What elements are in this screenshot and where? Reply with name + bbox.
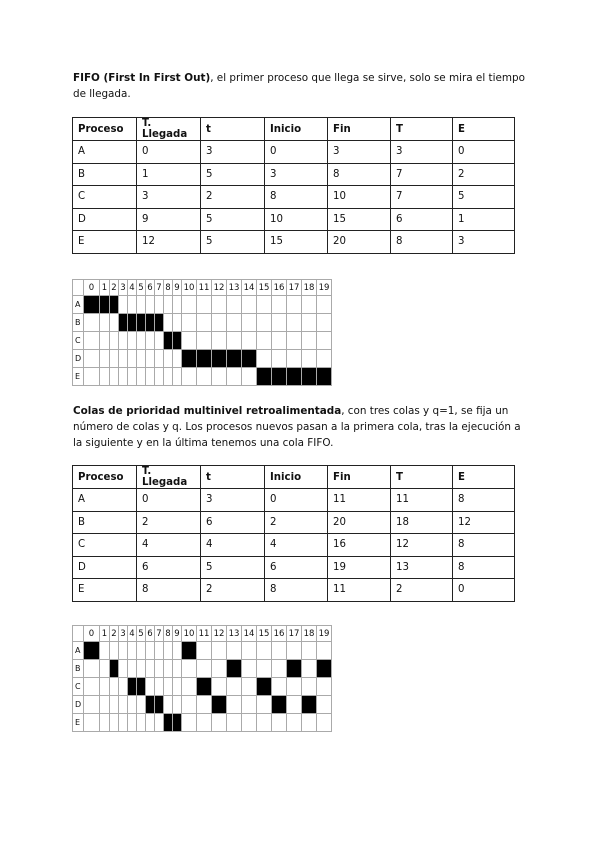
column-header: T xyxy=(391,118,453,141)
gantt-process-label: A xyxy=(72,641,84,660)
table-row xyxy=(73,208,515,231)
gantt-cell xyxy=(271,713,287,732)
table-cell: 8 xyxy=(453,556,515,579)
gantt-time-tick: 16 xyxy=(271,279,287,296)
gantt-cell xyxy=(271,349,287,368)
gantt-cell xyxy=(241,677,257,696)
gantt-cell xyxy=(301,659,317,678)
column-header: Fin xyxy=(328,466,391,489)
gantt-cell xyxy=(211,295,227,314)
table-row xyxy=(73,186,515,209)
table-cell: 7 xyxy=(391,163,453,186)
gantt-cell xyxy=(83,677,100,696)
table-cell: 3 xyxy=(265,163,328,186)
column-header: T. Llegada xyxy=(137,118,201,141)
gantt-cell-active xyxy=(316,659,332,678)
gantt-cell xyxy=(241,695,257,714)
table-cell: 10 xyxy=(328,186,391,209)
table-cell: 12 xyxy=(453,511,515,534)
table-cell: 8 xyxy=(391,231,453,254)
fifo-gantt-chart xyxy=(72,279,332,386)
table-cell: 6 xyxy=(137,556,201,579)
gantt-time-tick: 10 xyxy=(181,625,197,642)
gantt-time-axis xyxy=(72,625,332,642)
gantt-cell xyxy=(226,713,242,732)
gantt-time-tick: 17 xyxy=(286,625,302,642)
gantt-cell xyxy=(256,659,272,678)
gantt-time-tick: 3 xyxy=(118,625,128,642)
table-row xyxy=(73,163,515,186)
gantt-cell xyxy=(316,641,332,660)
table-row xyxy=(73,231,515,254)
gantt-process-row xyxy=(72,696,332,714)
gantt-cell xyxy=(286,641,302,660)
table-cell: 9 xyxy=(137,208,201,231)
gantt-cell xyxy=(211,367,227,386)
gantt-cell xyxy=(83,313,100,332)
table-row xyxy=(73,511,515,534)
gantt-cell xyxy=(286,677,302,696)
gantt-cell xyxy=(181,367,197,386)
table-cell: 13 xyxy=(391,556,453,579)
table-cell: 18 xyxy=(391,511,453,534)
gantt-cell xyxy=(83,695,100,714)
gantt-cell xyxy=(241,659,257,678)
gantt-cell-active xyxy=(196,677,212,696)
table-row xyxy=(73,489,515,512)
fifo-title: FIFO (First In First Out) xyxy=(73,72,211,84)
table-cell: 0 xyxy=(137,489,201,512)
gantt-cell xyxy=(316,677,332,696)
gantt-cell xyxy=(241,713,257,732)
table-cell: 1 xyxy=(137,163,201,186)
table-header-row xyxy=(73,466,515,489)
table-cell: 2 xyxy=(391,579,453,602)
table-cell: 2 xyxy=(453,163,515,186)
table-cell: 3 xyxy=(137,186,201,209)
gantt-cell xyxy=(301,295,317,314)
gantt-time-tick: 14 xyxy=(241,279,257,296)
gantt-cell xyxy=(83,713,100,732)
table-cell: 11 xyxy=(391,489,453,512)
gantt-time-tick: 17 xyxy=(286,279,302,296)
gantt-process-label: E xyxy=(72,713,84,732)
gantt-time-tick: 7 xyxy=(154,279,164,296)
table-cell: B xyxy=(73,163,137,186)
table-cell: 6 xyxy=(391,208,453,231)
gantt-cell xyxy=(316,295,332,314)
gantt-cell-active xyxy=(256,677,272,696)
table-row xyxy=(73,556,515,579)
gantt-cell xyxy=(256,313,272,332)
gantt-time-tick: 4 xyxy=(127,625,137,642)
gantt-cell-active xyxy=(181,641,197,660)
gantt-time-axis xyxy=(72,279,332,296)
gantt-time-tick: 11 xyxy=(196,279,212,296)
gantt-cell xyxy=(226,313,242,332)
gantt-cell-active xyxy=(286,659,302,678)
gantt-cell xyxy=(226,695,242,714)
gantt-process-row xyxy=(72,314,332,332)
gantt-time-tick: 19 xyxy=(316,279,332,296)
gantt-cell xyxy=(211,331,227,350)
gantt-process-row xyxy=(72,678,332,696)
gantt-cell xyxy=(181,295,197,314)
gantt-process-label: D xyxy=(72,349,84,368)
table-cell: 0 xyxy=(453,141,515,164)
table-cell: 2 xyxy=(265,511,328,534)
gantt-cell xyxy=(301,641,317,660)
gantt-time-tick: 13 xyxy=(226,279,242,296)
table-cell: 2 xyxy=(137,511,201,534)
column-header: T. Llegada xyxy=(137,466,201,489)
table-row xyxy=(73,579,515,602)
gantt-cell xyxy=(83,349,100,368)
gantt-cell-active xyxy=(211,695,227,714)
gantt-cell xyxy=(316,331,332,350)
table-cell: 0 xyxy=(265,141,328,164)
gantt-cell xyxy=(196,659,212,678)
gantt-cell xyxy=(196,713,212,732)
gantt-cell xyxy=(211,659,227,678)
table-cell: 8 xyxy=(137,579,201,602)
multilevel-description xyxy=(73,403,528,451)
gantt-process-label: C xyxy=(72,331,84,350)
gantt-cell-active xyxy=(271,367,287,386)
multilevel-title: Colas de prioridad multinivel retroalimentada xyxy=(73,405,342,417)
gantt-cell xyxy=(271,659,287,678)
gantt-cell xyxy=(241,367,257,386)
table-cell: 8 xyxy=(453,489,515,512)
column-header: t xyxy=(201,466,265,489)
gantt-cell xyxy=(271,331,287,350)
gantt-time-tick: 8 xyxy=(163,625,173,642)
table-cell: D xyxy=(73,556,137,579)
table-cell: 2 xyxy=(201,186,265,209)
gantt-time-tick: 11 xyxy=(196,625,212,642)
fifo-desc-text: , el primer proceso que llega se sirve, solo se mira el tiempo de llegada. xyxy=(73,72,525,100)
table-cell: 11 xyxy=(328,489,391,512)
gantt-cell xyxy=(316,313,332,332)
table-cell: 0 xyxy=(453,579,515,602)
gantt-time-tick: 18 xyxy=(301,279,317,296)
gantt-cell-active xyxy=(316,367,332,386)
gantt-time-tick: 0 xyxy=(83,279,100,296)
table-cell: 8 xyxy=(265,579,328,602)
fifo-description xyxy=(73,70,528,102)
gantt-cell xyxy=(211,641,227,660)
column-header: E xyxy=(453,118,515,141)
gantt-time-tick: 2 xyxy=(109,625,119,642)
gantt-time-tick: 9 xyxy=(172,625,182,642)
table-cell: 1 xyxy=(453,208,515,231)
gantt-time-tick: 1 xyxy=(99,625,110,642)
table-cell: E xyxy=(73,579,137,602)
gantt-process-row xyxy=(72,714,332,732)
gantt-process-label: D xyxy=(72,695,84,714)
gantt-cell xyxy=(196,313,212,332)
table-cell: 6 xyxy=(201,511,265,534)
gantt-cell xyxy=(196,367,212,386)
multilevel-gantt-chart xyxy=(72,625,332,732)
gantt-cell xyxy=(316,713,332,732)
gantt-time-tick: 0 xyxy=(83,625,100,642)
gantt-time-tick: 9 xyxy=(172,279,182,296)
gantt-cell xyxy=(271,677,287,696)
gantt-cell xyxy=(83,367,100,386)
gantt-time-tick: 15 xyxy=(256,279,272,296)
table-row xyxy=(73,141,515,164)
gantt-cell-active xyxy=(226,349,242,368)
column-header: Proceso xyxy=(73,118,137,141)
gantt-process-label: A xyxy=(72,295,84,314)
gantt-cell xyxy=(286,295,302,314)
gantt-time-tick: 13 xyxy=(226,625,242,642)
gantt-cell xyxy=(286,713,302,732)
gantt-cell-active xyxy=(286,367,302,386)
gantt-cell xyxy=(226,331,242,350)
fifo-table xyxy=(72,117,515,254)
gantt-cell xyxy=(181,659,197,678)
gantt-cell xyxy=(211,713,227,732)
table-cell: 5 xyxy=(201,556,265,579)
gantt-cell xyxy=(301,713,317,732)
gantt-cell xyxy=(271,641,287,660)
gantt-cell xyxy=(301,331,317,350)
table-cell: 4 xyxy=(201,534,265,557)
table-cell: C xyxy=(73,186,137,209)
gantt-time-tick: 12 xyxy=(211,279,227,296)
gantt-time-tick: 14 xyxy=(241,625,257,642)
gantt-cell xyxy=(286,349,302,368)
column-header: T xyxy=(391,466,453,489)
table-cell: 8 xyxy=(328,163,391,186)
gantt-cell xyxy=(301,313,317,332)
gantt-cell xyxy=(256,331,272,350)
column-header: E xyxy=(453,466,515,489)
gantt-cell xyxy=(241,295,257,314)
gantt-cell xyxy=(211,677,227,696)
gantt-cell xyxy=(83,331,100,350)
gantt-cell xyxy=(256,349,272,368)
table-cell: 11 xyxy=(328,579,391,602)
gantt-time-tick: 12 xyxy=(211,625,227,642)
column-header: Inicio xyxy=(265,466,328,489)
gantt-cell xyxy=(181,695,197,714)
gantt-cell xyxy=(226,677,242,696)
gantt-cell xyxy=(196,641,212,660)
table-cell: 3 xyxy=(453,231,515,254)
gantt-time-tick: 18 xyxy=(301,625,317,642)
gantt-process-label: B xyxy=(72,313,84,332)
gantt-process-row xyxy=(72,660,332,678)
gantt-cell-active xyxy=(271,695,287,714)
gantt-time-tick: 1 xyxy=(99,279,110,296)
gantt-cell xyxy=(256,695,272,714)
gantt-process-row xyxy=(72,332,332,350)
table-cell: 16 xyxy=(328,534,391,557)
gantt-cell-active xyxy=(211,349,227,368)
column-header: t xyxy=(201,118,265,141)
gantt-cell xyxy=(196,295,212,314)
column-header: Fin xyxy=(328,118,391,141)
gantt-cell xyxy=(286,313,302,332)
gantt-cell xyxy=(256,641,272,660)
gantt-cell-active xyxy=(196,349,212,368)
gantt-cell xyxy=(83,659,100,678)
table-cell: 4 xyxy=(265,534,328,557)
table-cell: C xyxy=(73,534,137,557)
gantt-cell xyxy=(181,331,197,350)
gantt-cell xyxy=(286,695,302,714)
gantt-cell xyxy=(226,295,242,314)
table-cell: 12 xyxy=(137,231,201,254)
gantt-time-tick: 6 xyxy=(145,625,155,642)
gantt-cell xyxy=(271,295,287,314)
gantt-cell xyxy=(241,313,257,332)
gantt-time-tick: 3 xyxy=(118,279,128,296)
gantt-process-label: C xyxy=(72,677,84,696)
table-cell: 8 xyxy=(265,186,328,209)
gantt-time-tick: 15 xyxy=(256,625,272,642)
gantt-cell xyxy=(226,367,242,386)
table-cell: 4 xyxy=(137,534,201,557)
table-cell: 15 xyxy=(265,231,328,254)
table-cell: 3 xyxy=(201,489,265,512)
gantt-cell xyxy=(286,331,302,350)
table-cell: B xyxy=(73,511,137,534)
gantt-time-tick: 5 xyxy=(136,279,146,296)
gantt-cell-active xyxy=(83,295,100,314)
gantt-cell xyxy=(316,695,332,714)
gantt-cell xyxy=(181,677,197,696)
gantt-cell xyxy=(181,713,197,732)
table-cell: 3 xyxy=(391,141,453,164)
gantt-process-label: E xyxy=(72,367,84,386)
table-cell: D xyxy=(73,208,137,231)
table-cell: 5 xyxy=(453,186,515,209)
gantt-cell xyxy=(241,641,257,660)
table-cell: 12 xyxy=(391,534,453,557)
gantt-time-tick: 19 xyxy=(316,625,332,642)
column-header: Inicio xyxy=(265,118,328,141)
table-cell: 3 xyxy=(201,141,265,164)
gantt-time-tick: 4 xyxy=(127,279,137,296)
gantt-cell xyxy=(301,349,317,368)
gantt-cell xyxy=(316,349,332,368)
gantt-cell-active xyxy=(256,367,272,386)
table-row xyxy=(73,534,515,557)
gantt-time-tick: 2 xyxy=(109,279,119,296)
gantt-cell-active xyxy=(83,641,100,660)
gantt-time-tick: 8 xyxy=(163,279,173,296)
multilevel-desc-text: , con tres colas y q=1, se fija un número de colas y q. Los procesos nuevos pasan a la primera cola, tras la ejecución a la siguiente y en la última tenemos una cola FIFO. xyxy=(73,405,521,449)
gantt-cell-active xyxy=(301,695,317,714)
table-cell: 5 xyxy=(201,208,265,231)
table-cell: 15 xyxy=(328,208,391,231)
table-cell: A xyxy=(73,489,137,512)
gantt-time-tick: 16 xyxy=(271,625,287,642)
table-cell: 0 xyxy=(137,141,201,164)
gantt-cell-active xyxy=(181,349,197,368)
gantt-cell xyxy=(256,713,272,732)
table-cell: 3 xyxy=(328,141,391,164)
gantt-time-tick: 6 xyxy=(145,279,155,296)
multilevel-table xyxy=(72,465,515,602)
table-cell: 6 xyxy=(265,556,328,579)
table-cell: 7 xyxy=(391,186,453,209)
gantt-cell xyxy=(181,313,197,332)
table-cell: 20 xyxy=(328,511,391,534)
table-cell: 5 xyxy=(201,231,265,254)
gantt-process-row xyxy=(72,642,332,660)
gantt-cell xyxy=(196,695,212,714)
table-cell: 5 xyxy=(201,163,265,186)
gantt-cell xyxy=(226,641,242,660)
table-cell: 20 xyxy=(328,231,391,254)
table-header-row xyxy=(73,118,515,141)
gantt-cell xyxy=(196,331,212,350)
table-cell: 19 xyxy=(328,556,391,579)
gantt-time-tick: 10 xyxy=(181,279,197,296)
gantt-process-row xyxy=(72,296,332,314)
gantt-cell xyxy=(271,313,287,332)
gantt-cell xyxy=(256,295,272,314)
gantt-process-row xyxy=(72,368,332,386)
table-cell: 8 xyxy=(453,534,515,557)
table-cell: A xyxy=(73,141,137,164)
gantt-cell xyxy=(241,331,257,350)
table-cell: E xyxy=(73,231,137,254)
gantt-process-row xyxy=(72,350,332,368)
gantt-cell-active xyxy=(241,349,257,368)
table-cell: 2 xyxy=(201,579,265,602)
gantt-time-tick: 5 xyxy=(136,625,146,642)
gantt-cell xyxy=(301,677,317,696)
column-header: Proceso xyxy=(73,466,137,489)
gantt-cell-active xyxy=(301,367,317,386)
gantt-cell-active xyxy=(226,659,242,678)
gantt-cell xyxy=(211,313,227,332)
table-cell: 10 xyxy=(265,208,328,231)
table-cell: 0 xyxy=(265,489,328,512)
gantt-process-label: B xyxy=(72,659,84,678)
gantt-time-tick: 7 xyxy=(154,625,164,642)
